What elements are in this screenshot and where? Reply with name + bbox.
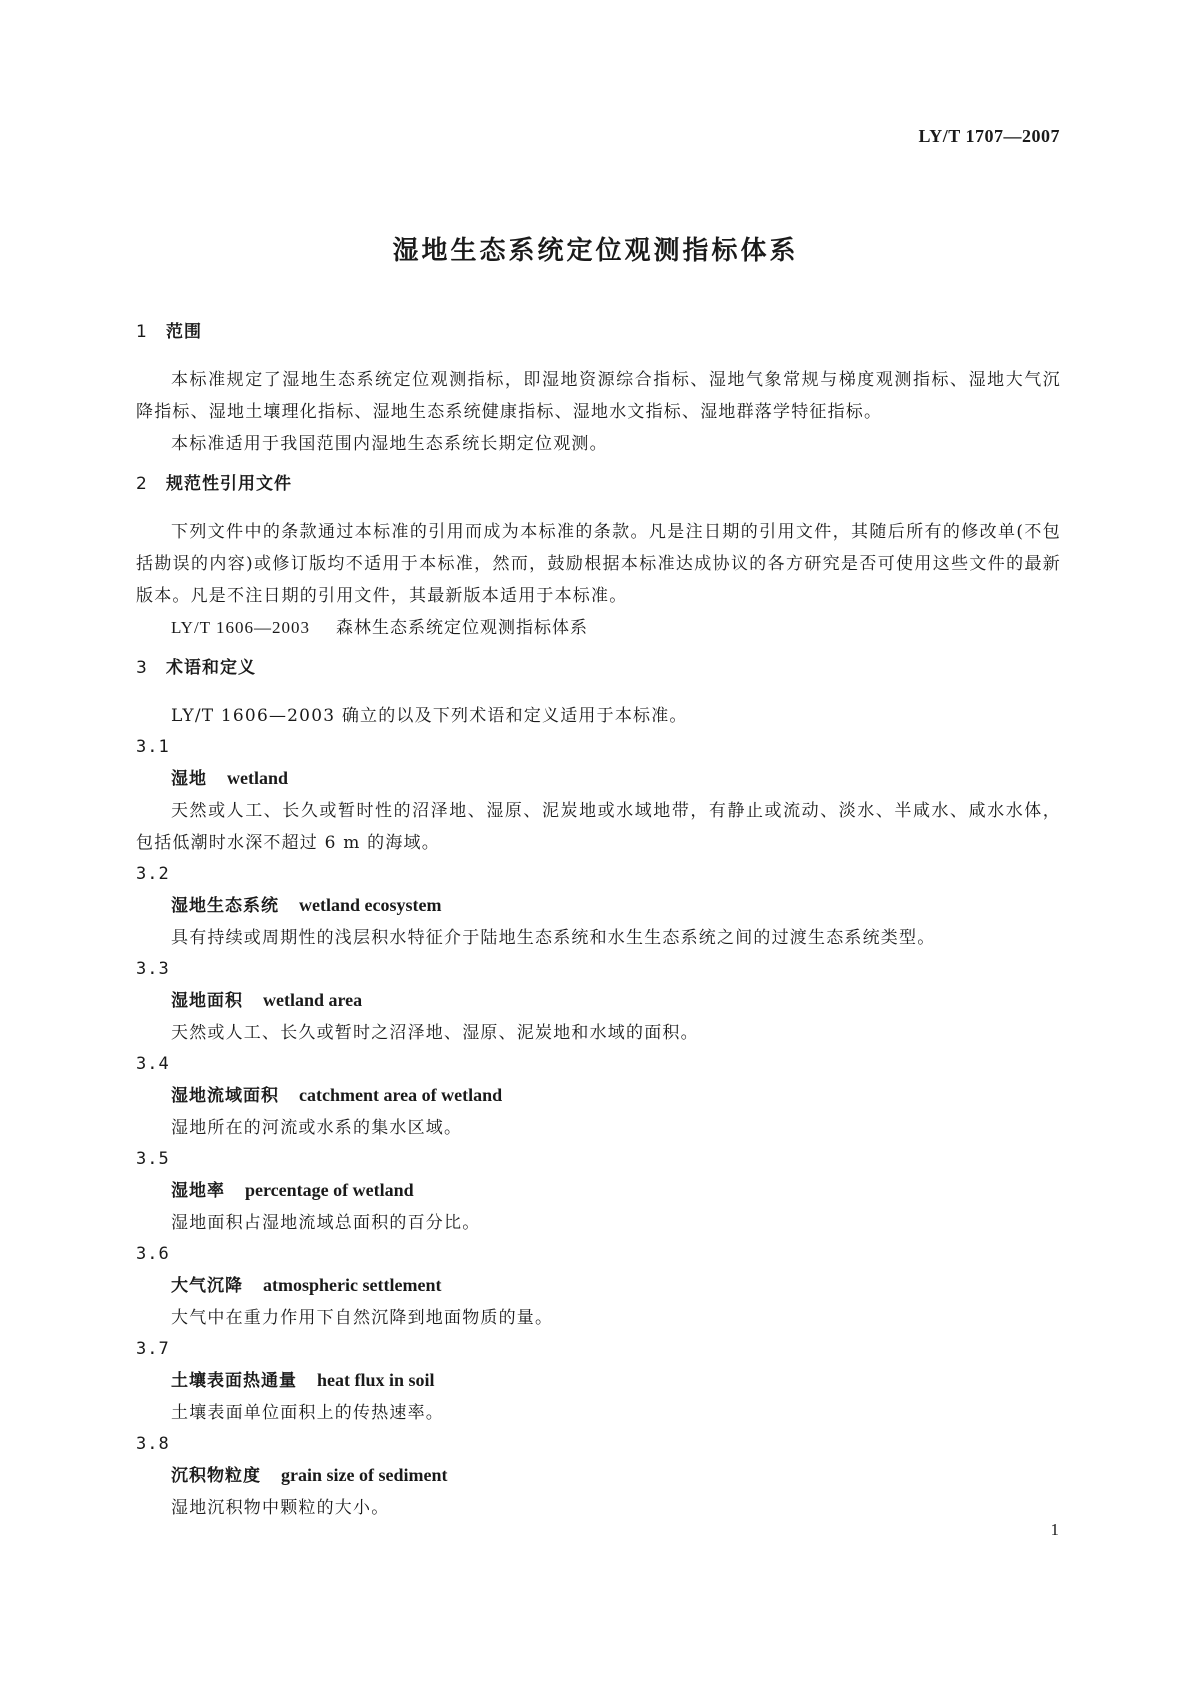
term-name-zh: 湿地生态系统	[171, 896, 279, 916]
term-number: 3.7	[136, 1339, 170, 1359]
term-name	[136, 890, 1061, 922]
section-title: 规范性引用文件	[166, 474, 292, 494]
term-name-zh: 湿地面积	[171, 991, 243, 1011]
term-name-en: wetland ecosystem	[299, 895, 442, 915]
term-number: 3.3	[136, 959, 170, 979]
term-name	[136, 1270, 1061, 1302]
term-entry	[136, 1429, 1061, 1524]
paragraph: LY/T 1606—2003 确立的以及下列术语和定义适用于本标准。	[171, 706, 688, 726]
term-name	[136, 1080, 1061, 1112]
section-number: 2	[136, 474, 148, 494]
section-heading-normative-references	[136, 472, 1061, 496]
term-name-zh: 大气沉降	[171, 1276, 243, 1296]
term-name	[136, 1365, 1061, 1397]
term-entry	[136, 1049, 1061, 1144]
paragraph: 下列文件中的条款通过本标准的引用而成为本标准的条款。凡是注日期的引用文件，其随后所有的修改单(不包括勘误的内容)或修订版均不适用于本标准，然而，鼓励根据本标准达成协议的各方研究是否可使用这些文件的最新版本。凡是不注日期的引用文件，其最新版本适用于本标准。	[136, 522, 1061, 606]
term-definition: 湿地沉积物中颗粒的大小。	[171, 1498, 390, 1518]
term-definition: 湿地面积占湿地流域总面积的百分比。	[171, 1213, 481, 1233]
term-definition: 天然或人工、长久或暂时之沼泽地、湿原、泥炭地和水域的面积。	[171, 1023, 699, 1043]
term-entry	[136, 1239, 1061, 1334]
term-name-zh: 湿地率	[171, 1181, 225, 1201]
reference-entry	[136, 612, 1061, 644]
paragraph: 本标准适用于我国范围内湿地生态系统长期定位观测。	[171, 434, 608, 454]
section-heading-terms	[136, 656, 1061, 680]
term-name-zh: 湿地流域面积	[171, 1086, 279, 1106]
term-definition: 湿地所在的河流或水系的集水区域。	[171, 1118, 463, 1138]
section-title: 术语和定义	[166, 658, 256, 678]
term-name-en: percentage of wetland	[245, 1180, 414, 1200]
term-name	[136, 985, 1061, 1017]
section-title: 范围	[166, 322, 202, 342]
term-name-en: wetland area	[263, 990, 363, 1010]
term-name-en: grain size of sediment	[281, 1465, 448, 1485]
term-entry	[136, 954, 1061, 1049]
term-entry	[136, 1334, 1061, 1429]
term-number: 3.5	[136, 1149, 170, 1169]
term-number: 3.2	[136, 864, 170, 884]
term-name	[136, 1175, 1061, 1207]
term-entry	[136, 732, 1061, 859]
term-number: 3.6	[136, 1244, 170, 1264]
paragraph: 本标准规定了湿地生态系统定位观测指标，即湿地资源综合指标、湿地气象常规与梯度观测指标、湿地大气沉降指标、湿地土壤理化指标、湿地生态系统健康指标、湿地水文指标、湿地群落学特征指标。	[136, 370, 1061, 422]
term-name-en: atmospheric settlement	[263, 1275, 442, 1295]
standard-code: LY/T 1707—2007	[918, 126, 1060, 146]
term-entry	[136, 1144, 1061, 1239]
term-number: 3.4	[136, 1054, 170, 1074]
document-title: 湿地生态系统定位观测指标体系	[392, 236, 799, 266]
term-definition: 具有持续或周期性的浅层积水特征介于陆地生态系统和水生生态系统之间的过渡生态系统类型。	[171, 928, 936, 948]
term-name-en: heat flux in soil	[317, 1370, 435, 1390]
term-number: 3.8	[136, 1434, 170, 1454]
section-number: 1	[136, 322, 148, 342]
section-number: 3	[136, 658, 148, 678]
page-number: 1	[1050, 1520, 1059, 1539]
reference-code: LY/T 1606—2003	[171, 618, 311, 637]
term-name-zh: 湿地	[171, 769, 207, 789]
term-definition: 土壤表面单位面积上的传热速率。	[171, 1403, 444, 1423]
reference-name: 森林生态系统定位观测指标体系	[336, 618, 589, 638]
term-definition: 天然或人工、长久或暂时性的沼泽地、湿原、泥炭地或水域地带，有静止或流动、淡水、半咸水、咸水水体，包括低潮时水深不超过 6 m 的海域。	[136, 801, 1061, 853]
term-name-en: catchment area of wetland	[299, 1085, 503, 1105]
term-definition: 大气中在重力作用下自然沉降到地面物质的量。	[171, 1308, 554, 1328]
term-name-zh: 土壤表面热通量	[171, 1371, 297, 1391]
term-name	[136, 1460, 1061, 1492]
term-name-zh: 沉积物粒度	[171, 1466, 261, 1486]
term-name-en: wetland	[227, 768, 289, 788]
term-number: 3.1	[136, 737, 170, 757]
document-body	[136, 320, 1061, 1524]
term-name	[136, 763, 1061, 795]
term-entry	[136, 859, 1061, 954]
section-heading-scope	[136, 320, 1061, 344]
